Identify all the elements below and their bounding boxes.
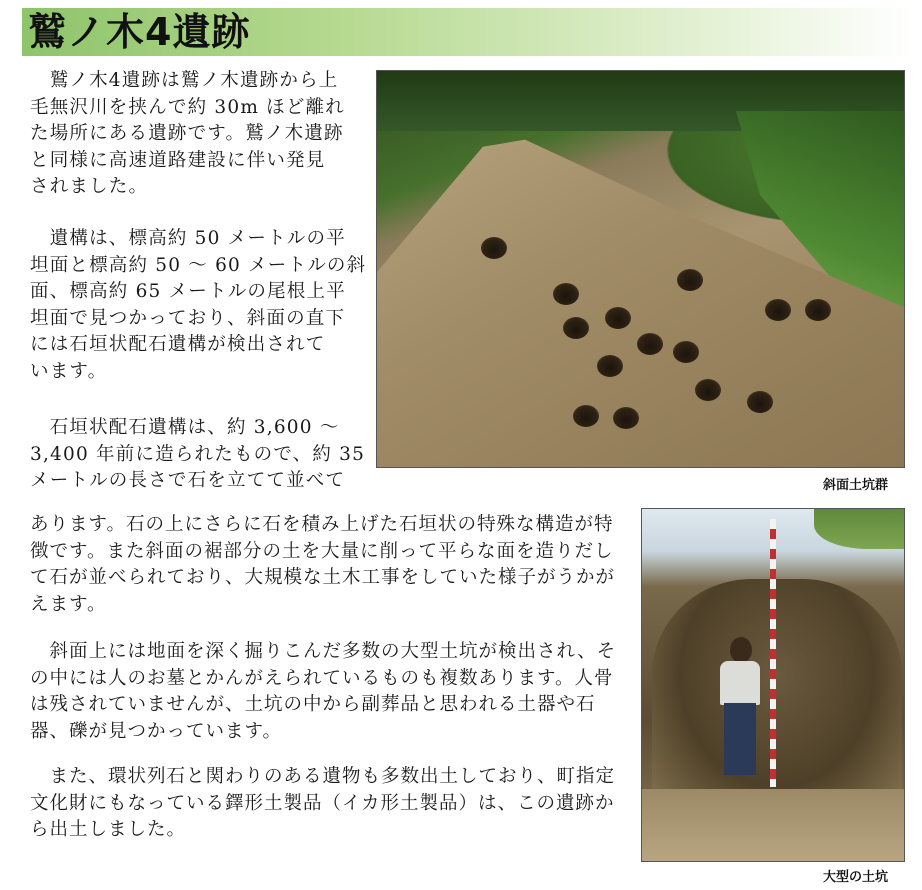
paragraph-4 [30,639,616,745]
slope-pits-photo [376,70,905,468]
text-line: います。 [30,360,108,382]
page-title: 鷲ノ木4遺跡 [28,10,251,54]
pit [637,333,663,355]
text-line: ら出土しました。 [30,819,187,840]
paragraph-1 [30,68,345,201]
paragraph-3a [30,415,365,495]
text-line: 徴です。また斜面の裾部分の土を大量に削って平らな面を造りだし [30,540,614,562]
pit [563,317,589,339]
pit [677,269,703,291]
text-line: また、環状列石と関わりのある遺物も多数出土しており、町指定 [30,766,616,787]
pit [805,299,831,321]
pit [765,299,791,321]
person-head [730,637,752,663]
text-line: 斜面上には地面を深く掘りこんだ多数の大型土坑が検出され、そ [30,641,617,662]
pit [695,379,721,401]
text-line: には石垣状配石遺構が検出されて [30,334,326,355]
measuring-pole [770,519,776,787]
text-line: えます。 [30,593,107,615]
pit [573,405,599,427]
text-line: て石が並べられており、大規模な土木工事をしていた様子がうかが [30,567,616,588]
text-line: 文化財にもなっている鐸形土製品（イカ形土製品）は、この遺跡か [30,792,615,814]
text-line: は残されていませんが、土坑の中から副葬品と思われる土器や石 [30,694,596,715]
pit [673,341,699,363]
pit-floor [642,789,905,862]
paragraph-5 [30,764,615,844]
photo1-caption: 斜面土坑群 [823,478,889,493]
person-body [720,661,760,705]
text-line: の中には人のお墓とかんがえられているものも複数あります。人骨 [30,667,614,689]
large-pit-photo [641,508,905,862]
text-line: 器、礫が見つかっています。 [30,720,283,742]
text-line: されました。 [30,176,149,197]
text-line: 面、標高約 65 メートルの尾根上平 [30,281,346,302]
grass [814,509,904,549]
text-line: メートルの長さで石を立てて並べて [30,470,346,491]
text-line: あります。石の上にさらに石を積み上げた石垣状の特殊な構造が特 [30,514,614,535]
text-line: 毛無沢川を挟んで約 30m ほど離れ [30,96,345,118]
text-line: 石垣状配石遺構は、約 3,600 ～ [30,417,340,438]
pit [605,307,631,329]
pit [747,391,773,413]
pit [481,237,507,259]
pit [597,355,623,377]
text-line: た場所にある遺跡です。鷲ノ木遺跡 [30,123,344,144]
person-legs [724,703,756,775]
text-line: 鷲ノ木4遺跡は鷲ノ木遺跡から上 [30,70,339,91]
pit-wall [652,579,902,819]
paragraph-2 [30,226,366,385]
text-line: 3,400 年前に造られたもので、約 35 [30,443,366,465]
text-line: 遺構は、標高約 50 メートルの平 [30,228,346,249]
text-line: と同様に高速道路建設に伴い発見 [30,149,326,171]
pit [553,283,579,305]
pit [613,407,639,429]
photo2-caption: 大型の土坑 [823,870,889,885]
paragraph-3b [30,512,615,618]
text-line: 坦面で見つかっており、斜面の直下 [30,307,346,329]
text-line: 坦面と標高約 50 ～ 60 メートルの斜 [30,254,367,276]
